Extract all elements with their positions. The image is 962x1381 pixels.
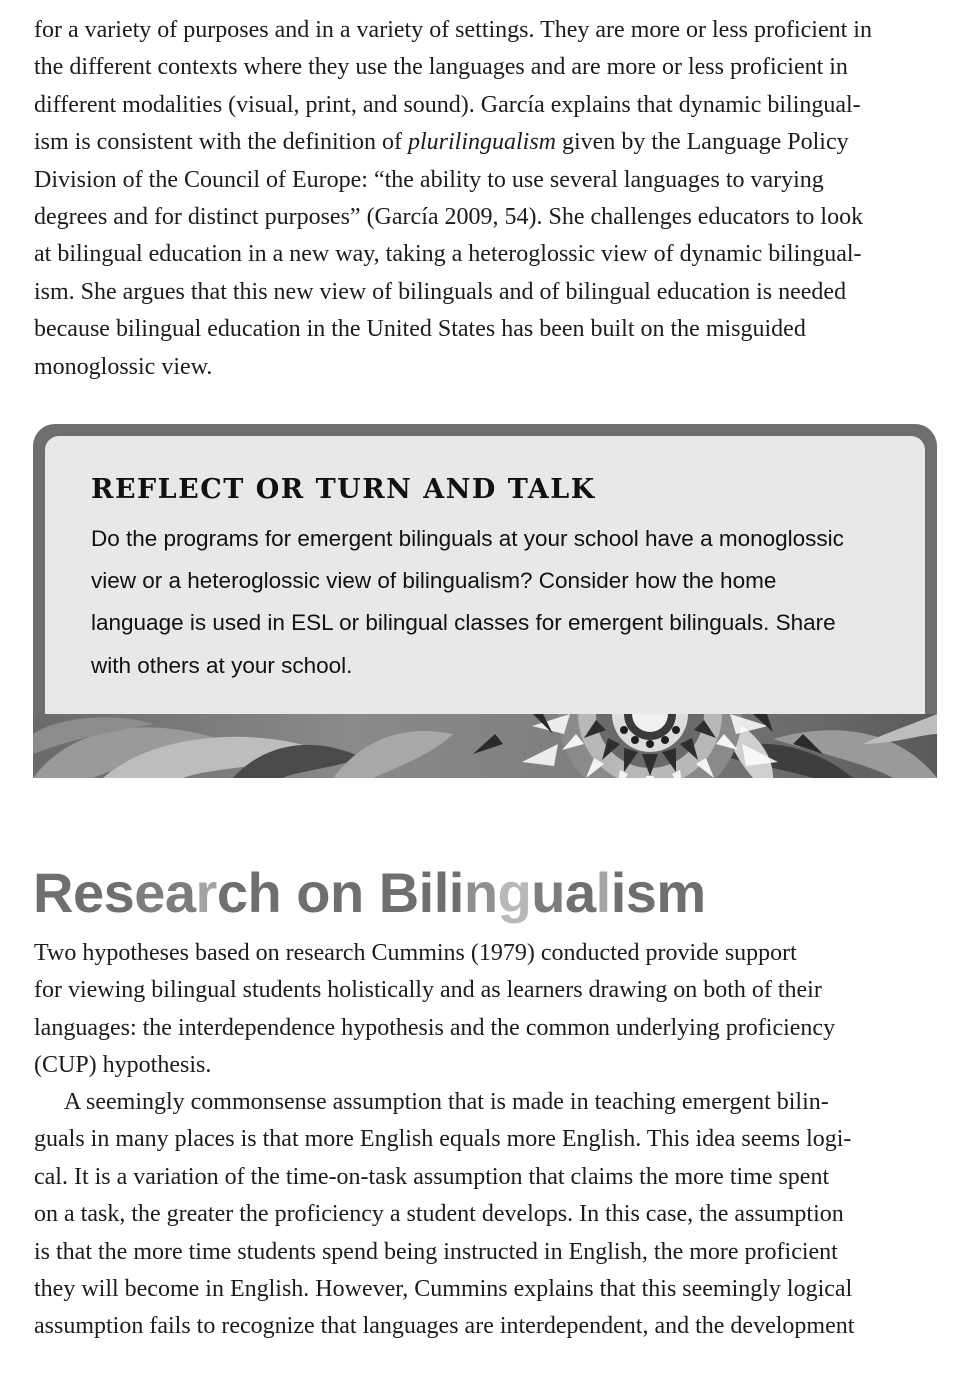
heading-fragment: u: [531, 861, 565, 924]
text-line: Two hypotheses based on research Cummins (1979) conducted provide support: [34, 940, 797, 966]
body-paragraph-dynamic-bilingualism: [34, 12, 940, 386]
heading-fragment: r: [195, 861, 217, 924]
heading-fragment: ch o: [216, 861, 330, 924]
prompt-line: with others at your school.: [91, 652, 353, 678]
heading-fragment: l: [595, 861, 611, 924]
text-line: assumption fails to recognize that languages are interdependent, and the development: [34, 1313, 855, 1340]
prompt-line: Do the programs for emergent bilinguals at your school have a monoglossic: [91, 526, 844, 551]
section-heading-research-on-bilingualism: [33, 858, 706, 928]
text-line: because bilingual education in the United States has been built on the misguided: [34, 316, 806, 343]
heading-fragment: a: [565, 861, 596, 924]
text-line: at bilingual education in a new way, taking a heteroglossic view of dynamic bilingual-: [34, 241, 862, 268]
reflect-sidebar-box: [33, 424, 937, 778]
heading-fragment: ism: [610, 861, 706, 924]
text-line: monoglossic view.: [34, 353, 213, 380]
prompt-line: view or a heteroglossic view of bilingualism? Consider how the home: [91, 568, 777, 594]
text-line: degrees and for distinct purposes” (García 2009, 54). She challenges educators to look: [34, 204, 864, 231]
text-line: the different contexts where they use the languages and are more or less proficient in: [34, 54, 848, 81]
heading-fragment: Res: [33, 861, 135, 924]
text-fragment: given by the Language Policy: [556, 129, 849, 156]
reflect-sidebar-title: REFLECT OR TURN AND TALK: [91, 474, 596, 505]
heading-fragment: n Bili: [329, 861, 464, 924]
mandala-pattern-decoration: [33, 714, 937, 778]
text-line: on a task, the greater the proficiency a student develops. In this case, the assumption: [34, 1201, 844, 1228]
body-paragraph-more-english-assumption: [34, 1084, 940, 1346]
text-line: different modalities (visual, print, and sound). García explains that dynamic bilingual-: [34, 91, 861, 118]
heading-fragment: g: [497, 861, 532, 924]
text-line: ism. She argues that this new view of bilinguals and of bilingual education is needed: [34, 278, 847, 305]
text-line: guals in many places is that more English equals more English. This idea seems logi-: [34, 1126, 852, 1153]
text-line: is that the more time students spend being instructed in English, the more proficient: [34, 1238, 838, 1265]
text-line: languages: the interdependence hypothesis and the common underlying proficiency: [34, 1014, 836, 1041]
text-line: [34, 124, 940, 161]
prompt-line: language is used in ESL or bilingual classes for emergent bilinguals. Share: [91, 610, 836, 636]
text-line: Division of the Council of Europe: “the ability to use several languages to varying: [34, 166, 824, 193]
text-line: A seemingly commonsense assumption that is made in teaching emergent bilin-: [64, 1089, 829, 1115]
text-line: for viewing bilingual students holistically and as learners drawing on both of their: [34, 977, 822, 1004]
text-line: they will become in English. However, Cummins explains that this seemingly logical: [34, 1276, 853, 1303]
italic-term: plurilingualism: [407, 129, 556, 156]
text-line: (CUP) hypothesis.: [34, 1052, 212, 1079]
heading-fragment: n: [463, 861, 498, 924]
reflect-sidebar-prompt: [91, 518, 891, 687]
heading-fragment: ea: [134, 861, 196, 924]
text-line: cal. It is a variation of the time-on-task assumption that claims the more time spent: [34, 1163, 830, 1190]
text-fragment: ism is consistent with the definition of: [34, 129, 408, 156]
body-paragraph-cummins-hypotheses: [34, 935, 940, 1085]
text-line: for a variety of purposes and in a variety of settings. They are more or less proficient in: [34, 17, 872, 43]
